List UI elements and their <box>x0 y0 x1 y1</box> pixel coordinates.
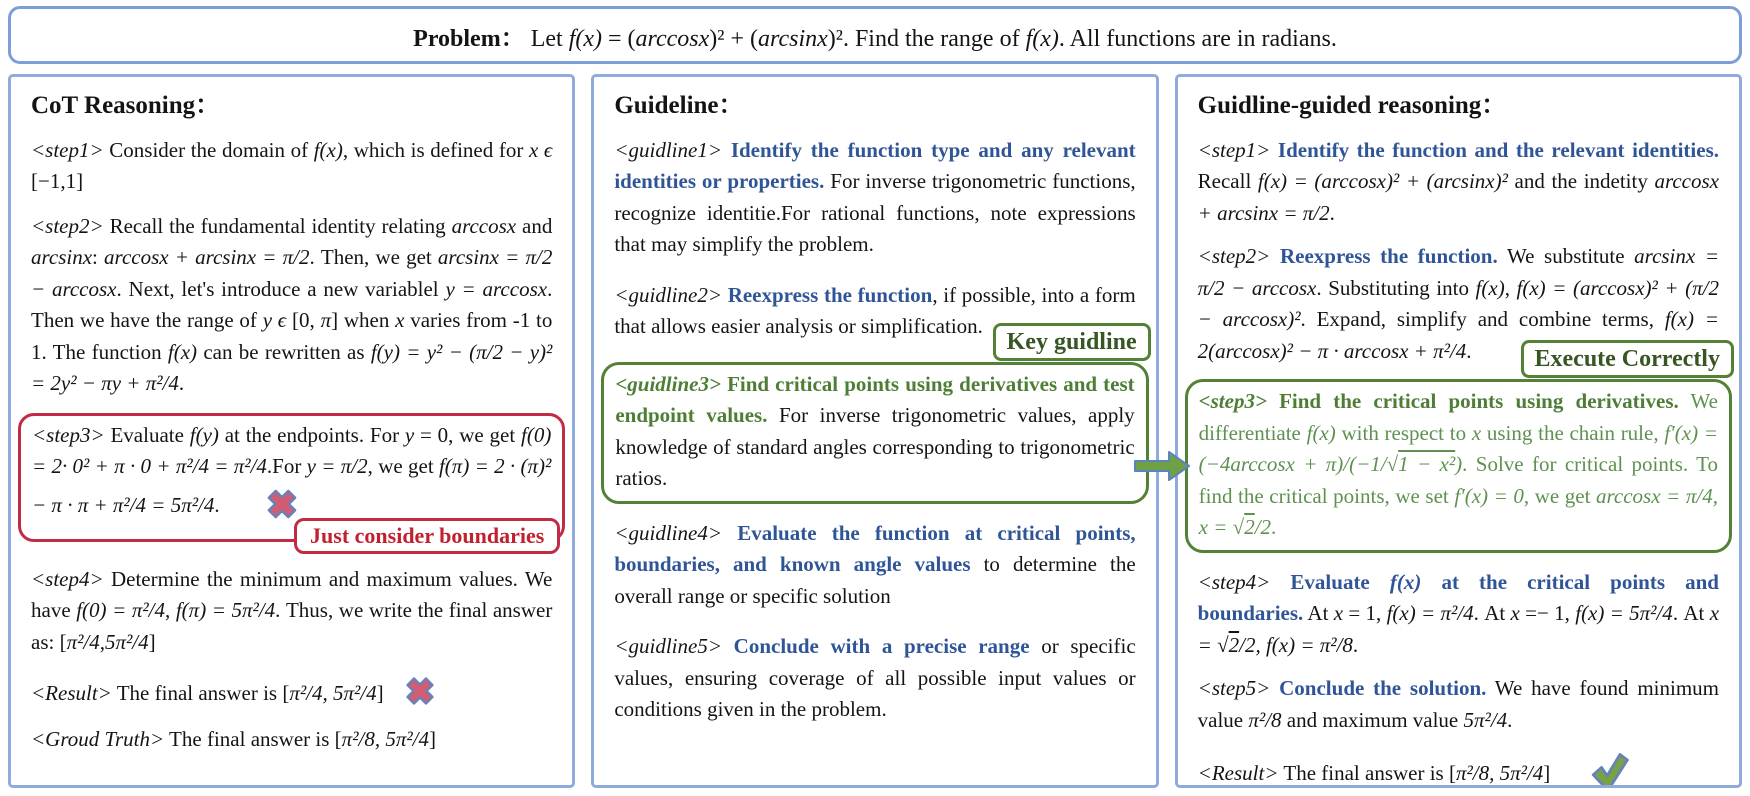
guideline-3: <guidline3> Find critical points using derivatives and test endpoint values. For inverse trigonometric values, apply knowledge of standard angles corresponding to trigonometric ratios. <box>615 371 1135 490</box>
right-arrow-icon <box>1134 448 1192 489</box>
check-mark-icon <box>1550 748 1632 788</box>
cross-mark-icon <box>384 671 440 711</box>
guided-step5: <step5> Conclude the solution. We have found minimum value π²/8 and maximum value 5π²/4. <box>1197 676 1719 732</box>
cot-result <box>31 671 552 711</box>
error-annotation-label: Just consider boundaries <box>294 518 560 554</box>
guided-step3: <step3> Find the critical points using derivatives. We differentiate f(x) with respect to x using the chain rule, f′(x) = (−4arccosx + π)/(−1/√1 − x²). Solve for critical points. To find the critical points, we set f′(x) = 0, we get arccosx = π/4, x = √2/2. <box>1198 389 1718 539</box>
cot-panel-title: CoT Reasoning： <box>31 92 221 119</box>
panel-guideline <box>591 74 1158 788</box>
cot-step3-text: <step3> Evaluate f(y) at the endpoints. For y = 0, we get f(0) = 2· 0² + π · 0 + π²/4 = π²/4.For y = π/2, we get f(π) = 2 · (π)² − π · π + π²/4 = 5π²/4. <box>32 422 552 517</box>
panel-guided-reasoning <box>1175 74 1742 788</box>
key-guideline-label: Key guidline <box>993 323 1151 361</box>
guided-step4: <step4> Evaluate f(x) at the critical points and boundaries. At x = 1, f(x) = π²/4. At x =− 1, f(x) = 5π²/4. At x = √2/2, f(x) = π²/8. <box>1197 569 1720 657</box>
guided-step2: <step2> Reexpress the function. We substitute arcsinx = π/2 − arccosx. Substituting into f(x), f(x) = (arccosx)² + (π/2 − arccosx)². Expand, simplify and combine terms, f(x) = 2(arccosx)² − π · arccosx + π²/4. <box>1197 244 1720 363</box>
cot-step2: <step2> Recall the fundamental identity relating arccosx and arcsinx: arccosx + arcsinx = π/2. Then, we get arcsinx = π/2 − arccosx. Next, let's introduce a new variablel y = arccosx. Then we have the range of y ϵ [0, π] when x varies from -1 to 1. The function f(x) can be rewritten as f(y) = y² − (π/2 − y)² = 2y² − πy + π²/4. <box>31 213 553 395</box>
problem-box <box>8 6 1742 64</box>
guided-step3-correct-box <box>1185 346 1732 553</box>
key-guideline-box <box>601 328 1148 504</box>
panel-cot-reasoning <box>8 74 575 788</box>
cot-step1: <step1> Consider the domain of f(x), which is defined for x ϵ [−1,1] <box>31 137 553 193</box>
guided-result <box>1198 748 1719 788</box>
guided-result-text: <Result> The final answer is [π²/8, 5π²/4] <box>1197 761 1551 785</box>
cot-step3-error-box <box>18 413 565 548</box>
cot-step3 <box>32 420 551 525</box>
guideline-5: <guidline5> Conclude with a precise range or specific values, ensuring coverage of all possible input values or conditions given in the problem. <box>614 634 1136 721</box>
guided-step1: <step1> Identify the function and the relevant identities. Recall f(x) = (arccosx)² + (arcsinx)² and the indetity arccosx + arcsinx = π/2. <box>1197 137 1719 225</box>
cot-result-text: <Result> The final answer is [π²/4, 5π²/4] <box>31 681 384 705</box>
panels-row <box>8 74 1742 788</box>
guideline-4: <guidline4> Evaluate the function at critical points, boundaries, and known angle values to determine the overall range or specific solution <box>614 520 1136 608</box>
cross-mark-icon <box>225 483 303 525</box>
cot-step4: <step4> Determine the minimum and maximum values. We have f(0) = π²/4, f(π) = 5π²/4. Thus, we write the final answer as: [π²/4,5π²/4] <box>31 566 553 654</box>
execute-correctly-label: Execute Correctly <box>1521 340 1734 378</box>
guideline-1: <guidline1> Identify the function type and any relevant identities or properties. For inverse trigonometric functions, recognize identitie.For rational functions, note expressions that may simplify the problem. <box>614 137 1136 256</box>
guideline-2: <guidline2> Reexpress the function, if possible, into a form that allows easier analysis or simplification. <box>614 282 1136 338</box>
problem-statement: Problem： Let f(x) = (arccosx)² + (arcsinx)². Find the range of f(x). All functions are in radians. <box>413 25 1337 52</box>
guideline-panel-title: Guideline： <box>614 92 744 119</box>
cot-ground-truth: <Groud Truth> The final answer is [π²/8, 5π²/4] <box>31 727 436 751</box>
guided-panel-title: Guidline-guided reasoning： <box>1197 92 1507 119</box>
